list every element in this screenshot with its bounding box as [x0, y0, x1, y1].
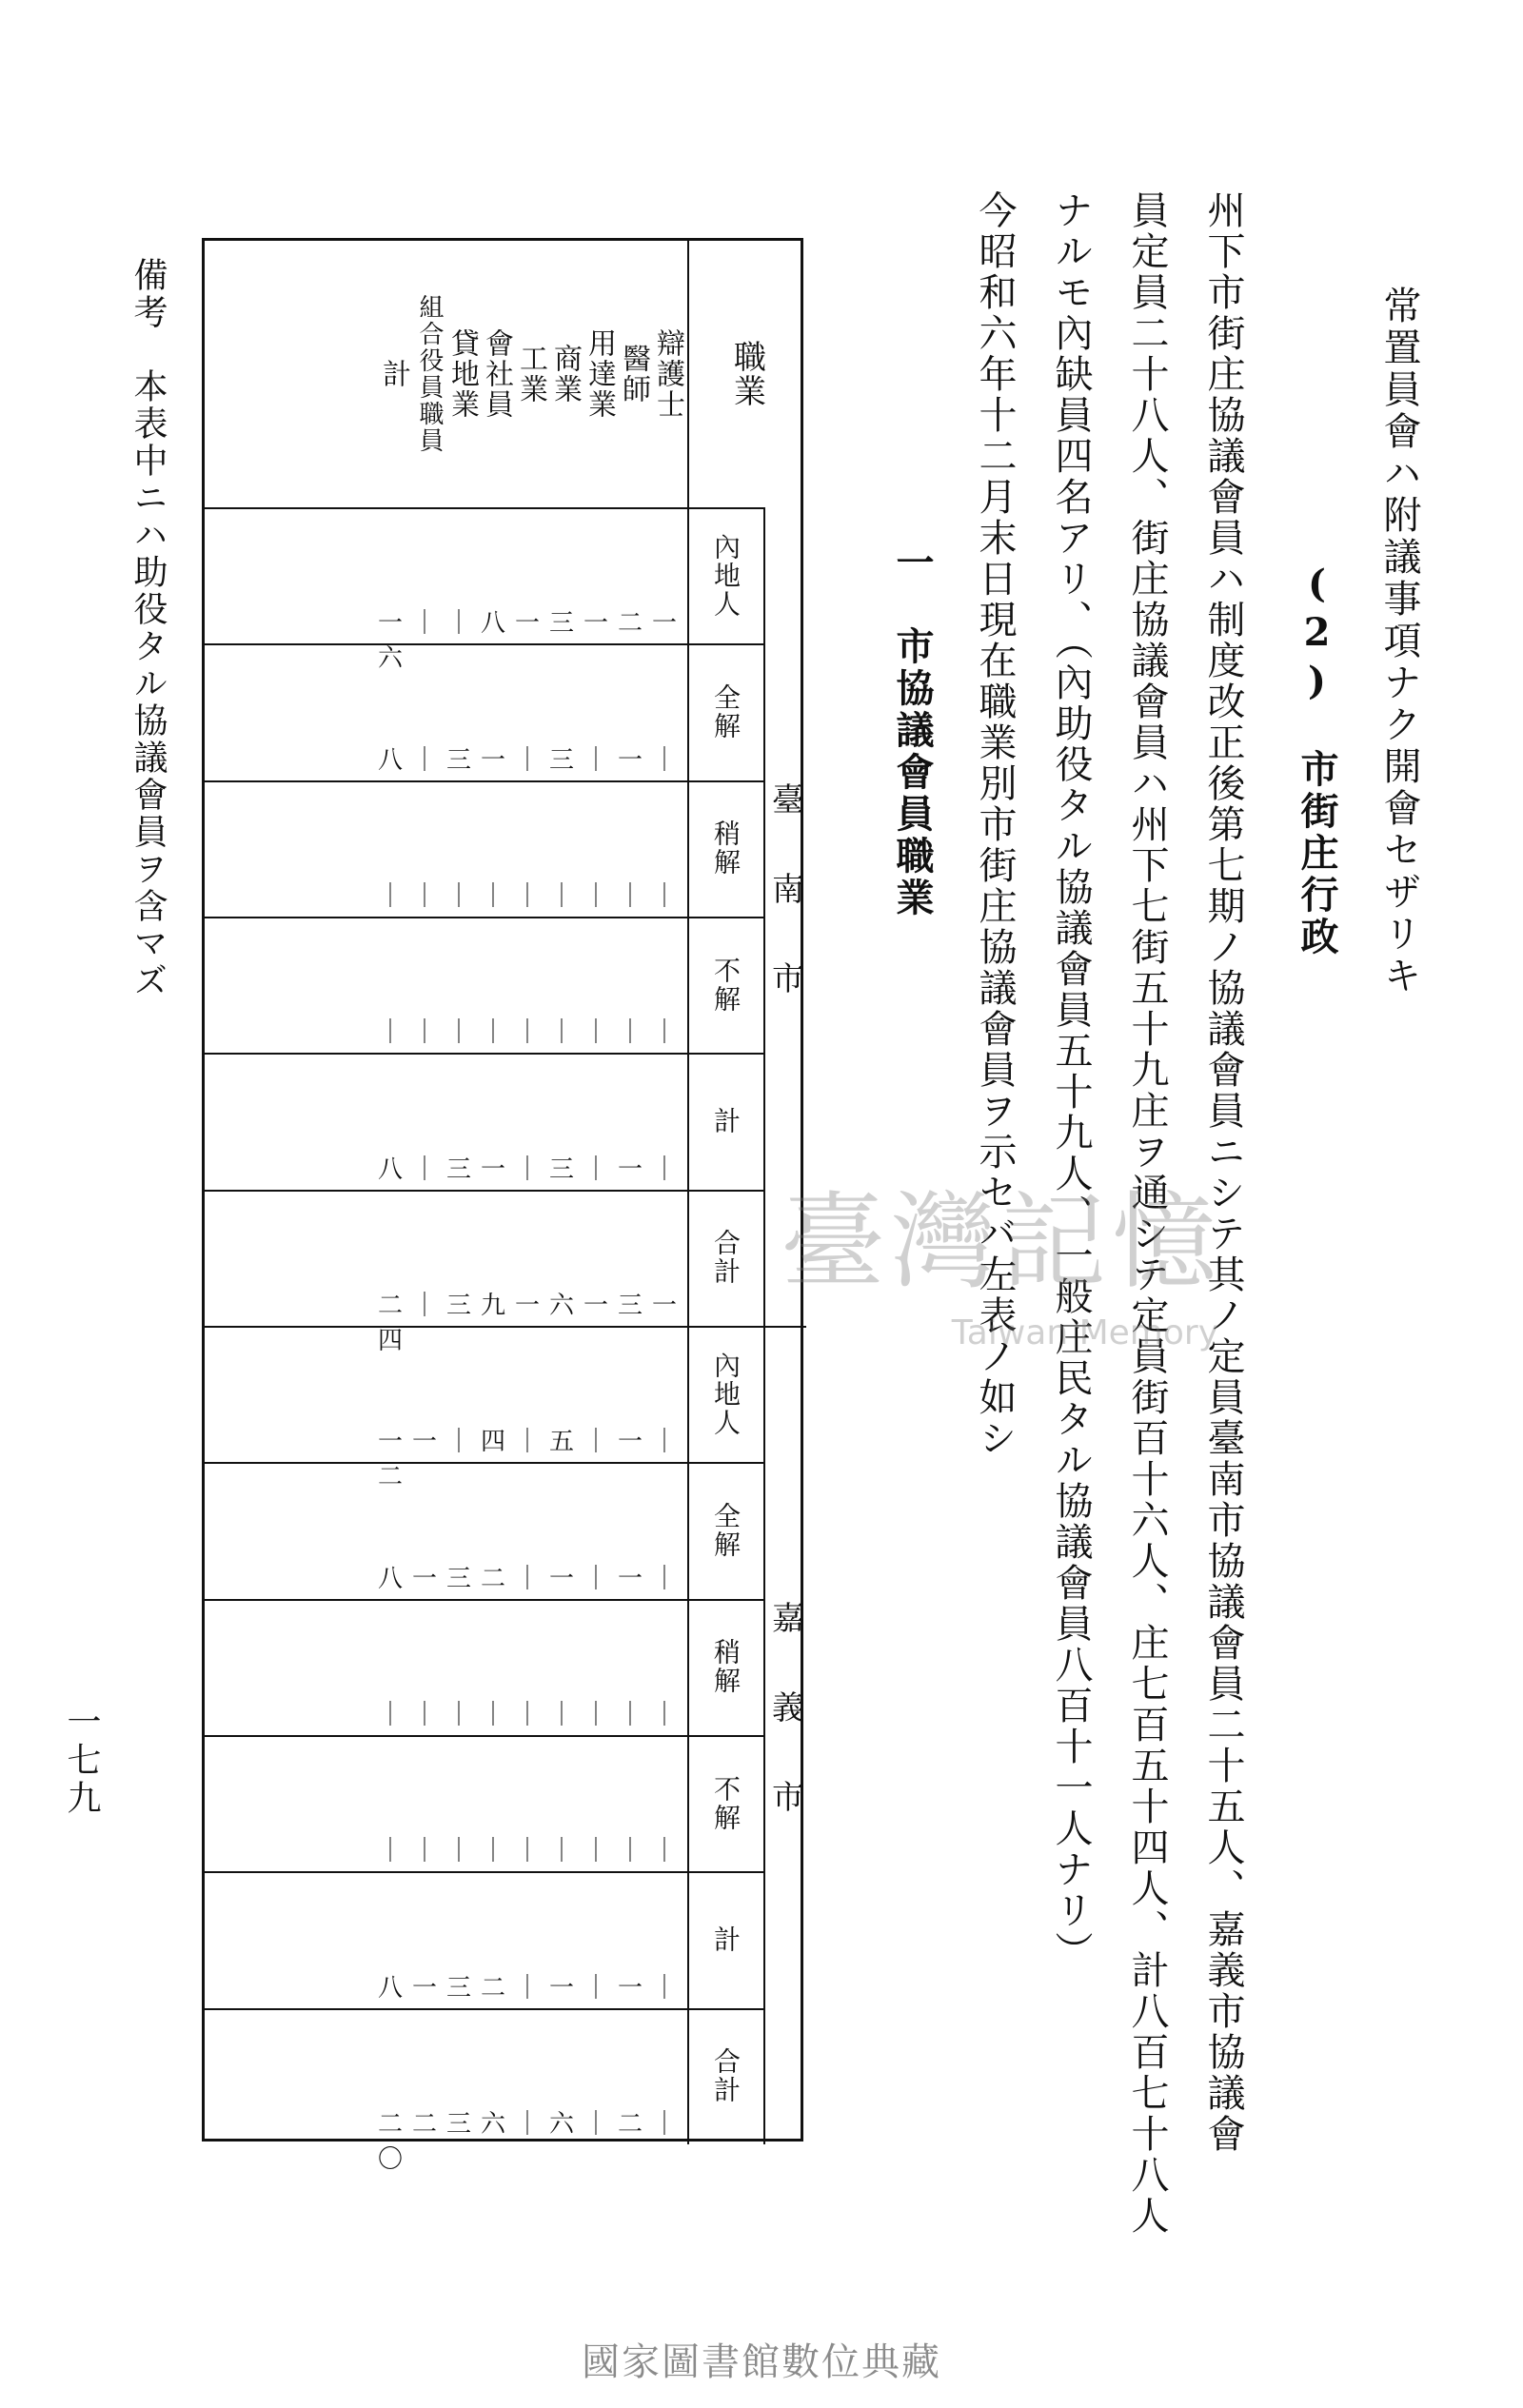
table-cell: 三	[548, 609, 574, 639]
table-cell: ｜	[480, 1018, 505, 1048]
table-cell: ｜	[651, 882, 677, 911]
body-line-3: ナルモ內缺員四名アリ、（內助役タル協議會員五十九人、一般庄民タル協議會員八百十一人ナリ）	[1049, 190, 1093, 1972]
table-cell: ｜	[411, 1292, 437, 1320]
table-cell: 三	[445, 745, 471, 775]
subheader-some: 稍解	[710, 1638, 742, 1696]
table-rule	[205, 1190, 763, 1192]
table-cell: ｜	[583, 882, 608, 911]
section-heading-municipal-admin: (2) 市街庄行政	[1295, 562, 1339, 958]
table-cell: 一	[583, 1292, 608, 1320]
table-cell: 三	[445, 1564, 471, 1593]
table-cell: 一	[617, 1973, 643, 2003]
table-cell: ｜	[411, 1701, 437, 1729]
occupation-name: 工業	[514, 344, 547, 405]
subheader-total: 合計	[710, 2047, 742, 2105]
table-cell: 一	[651, 1292, 677, 1320]
table-cell: 三	[617, 1292, 643, 1320]
table-cell: ｜	[411, 1155, 437, 1184]
table-rule	[205, 1599, 763, 1601]
table-cell: 一	[548, 1973, 574, 2003]
table-cell: ｜	[514, 2110, 540, 2139]
table-cell: ｜	[514, 1018, 540, 1048]
table-cell: ｜	[514, 1155, 540, 1184]
table-cell: 三	[445, 1155, 471, 1184]
table-cell: 一	[514, 609, 540, 639]
subheader-naichi: 內地人	[710, 532, 742, 619]
table-cell: ｜	[411, 1018, 437, 1048]
table-cell: ｜	[480, 1837, 505, 1866]
occupation-name: 計	[377, 359, 410, 389]
table-cell: ｜	[583, 745, 608, 775]
table-cell: ｜	[411, 1837, 437, 1866]
subheader-none: 不解	[710, 1774, 742, 1832]
table-cell: 二	[617, 609, 643, 639]
table-cell: ｜	[617, 1018, 643, 1048]
table-cell: 三	[445, 1292, 471, 1320]
occupation-header: 職業	[727, 340, 766, 408]
table-cell: ｜	[445, 882, 471, 911]
table-cell: ｜	[651, 1973, 677, 2003]
table-cell: ｜	[445, 1837, 471, 1866]
subheader-none: 不解	[710, 956, 742, 1014]
table-cell: ｜	[583, 1564, 608, 1593]
table-cell: ｜	[583, 1155, 608, 1184]
body-line-4: 今昭和六年十二月末日現在職業別市街庄協議會員ヲ示セバ左表ノ如シ	[973, 190, 1017, 1459]
table-rule	[205, 507, 763, 509]
table-cell: 八	[377, 745, 403, 775]
table-cell: 一	[480, 745, 505, 775]
table-cell: 一	[480, 1155, 505, 1184]
table-cell: ｜	[514, 882, 540, 911]
occupation-name: 組合役員職員	[415, 294, 444, 454]
table-cell: ｜	[583, 2110, 608, 2139]
table-cell: ｜	[651, 1837, 677, 1866]
table-rule	[205, 1871, 763, 1873]
table-cell: ｜	[445, 1428, 471, 1457]
table-cell: 三	[548, 1155, 574, 1184]
watermark-main-text: 臺灣記憶	[781, 1181, 1222, 1303]
table-cell: ｜	[445, 1701, 471, 1729]
table-rule	[205, 643, 763, 645]
table-cell: ｜	[651, 745, 677, 775]
table-cell: ｜	[445, 609, 471, 639]
table-cell: ｜	[617, 1837, 643, 1866]
table-cell: 二	[617, 2110, 643, 2139]
remarks-note: 備考 本表中ニハ助役タル協議會員ヲ含マズ	[129, 257, 168, 999]
table-cell: 二	[480, 1564, 505, 1593]
table-cell: ｜	[583, 1701, 608, 1729]
table-cell: 二〇	[377, 2110, 403, 2174]
table-cell: 一	[651, 609, 677, 639]
table-cell: 一	[617, 1155, 643, 1184]
table-cell: 一	[514, 1292, 540, 1320]
table-cell: ｜	[548, 1701, 574, 1729]
table-rule	[205, 2008, 763, 2010]
table-cell: 一	[411, 1973, 437, 2003]
table-cell: 四	[480, 1428, 505, 1457]
occupation-name: 商業	[548, 344, 582, 405]
subheader-subtotal: 計	[710, 1924, 742, 1954]
table-cell: ｜	[514, 1701, 540, 1729]
body-line-1: 州下市街庄協議會員ハ制度改正後第七期ノ協議會員ニシテ其ノ定員臺南市協議會員二十五人、嘉義市協議會	[1201, 190, 1245, 2155]
table-cell: ｜	[548, 1018, 574, 1048]
table-cell: ｜	[548, 1837, 574, 1866]
table-cell: ｜	[651, 1018, 677, 1048]
table-cell: 八	[377, 1564, 403, 1593]
table-rule	[205, 1735, 763, 1737]
watermark-sub-text: Taiwan Memory	[951, 1313, 1218, 1352]
occupation-name: 貸地業	[445, 328, 479, 420]
table-cell: ｜	[480, 882, 505, 911]
table-cell: ｜	[411, 745, 437, 775]
table-cell: 一	[617, 1428, 643, 1457]
body-line-2: 員定員二十八人、街庄協議會員ハ州下七街五十九庄ヲ通シテ定員街百十六人、庄七百五十四人、計八百七十八人	[1125, 190, 1169, 2237]
table-cell: 二	[411, 2110, 437, 2139]
table-cell: ｜	[583, 1837, 608, 1866]
table-cell: ｜	[445, 1018, 471, 1048]
table-cell: ｜	[651, 1428, 677, 1457]
city-header-tainan: 臺南市	[765, 782, 804, 1051]
table-cell: 一	[411, 1428, 437, 1457]
city-header-chiayi: 嘉義市	[765, 1601, 804, 1869]
subheader-some: 稍解	[710, 819, 742, 878]
occupation-name: 辯護士	[651, 328, 684, 420]
table-cell: 八	[377, 1973, 403, 2003]
table-cell: ｜	[617, 882, 643, 911]
table-cell: 一	[548, 1564, 574, 1593]
table-cell: 六	[548, 2110, 574, 2139]
table-cell: 六	[480, 2110, 505, 2139]
table-cell: ｜	[651, 2110, 677, 2139]
table-cell: 三	[445, 1973, 471, 2003]
table-rule	[205, 1053, 763, 1055]
table-cell: ｜	[651, 1155, 677, 1184]
table-rule	[205, 917, 763, 918]
occupation-table	[202, 238, 804, 2174]
table-cell: 五	[548, 1428, 574, 1457]
table-cell: ｜	[514, 1428, 540, 1457]
table-cell: ｜	[514, 1564, 540, 1593]
table-heading-city-council-occupations: 一 市協議會員職業	[890, 543, 935, 919]
subheader-full: 全解	[710, 1501, 742, 1559]
occupation-name: 醫師	[617, 344, 650, 405]
occupation-name: 會社員	[480, 328, 513, 420]
footer-library-credit: 國家圖書館數位典藏	[582, 2340, 941, 2384]
table-cell: 一二	[377, 1428, 403, 1492]
table-cell: ｜	[480, 1701, 505, 1729]
page-number: 一七九	[62, 1704, 101, 1818]
table-cell: 一	[411, 1564, 437, 1593]
table-cell: ｜	[583, 1018, 608, 1048]
table-cell: ｜	[514, 1973, 540, 2003]
table-cell: ｜	[377, 1837, 403, 1866]
table-cell: ｜	[377, 882, 403, 911]
table-cell: 八	[480, 609, 505, 639]
subheader-full: 全解	[710, 682, 742, 740]
table-cell: 九	[480, 1292, 505, 1320]
table-rule	[205, 780, 763, 782]
table-cell: ｜	[583, 1973, 608, 2003]
table-cell: 八	[377, 1155, 403, 1184]
table-rule	[205, 1462, 763, 1464]
table-cell: 二	[480, 1973, 505, 2003]
table-cell: ｜	[411, 609, 437, 639]
table-cell: 六	[548, 1292, 574, 1320]
table-cell: ｜	[651, 1701, 677, 1729]
table-cell: ｜	[377, 1701, 403, 1729]
table-cell: ｜	[548, 882, 574, 911]
table-cell: 三	[548, 745, 574, 775]
standing-committee-line: 常置員會ハ附議事項ナク開會セザリキ	[1377, 286, 1421, 997]
table-cell: ｜	[411, 882, 437, 911]
table-cell: 一	[617, 745, 643, 775]
occupation-name: 用達業	[583, 328, 616, 420]
table-cell: 一六	[377, 609, 403, 674]
table-cell: 一	[583, 609, 608, 639]
table-cell: 二四	[377, 1292, 403, 1355]
table-cell: ｜	[651, 1564, 677, 1593]
subheader-total: 合計	[710, 1229, 742, 1287]
subheader-naichi: 內地人	[710, 1351, 742, 1437]
subheader-subtotal: 計	[710, 1106, 742, 1135]
table-cell: ｜	[514, 745, 540, 775]
table-cell: ｜	[514, 1837, 540, 1866]
table-cell: ｜	[617, 1701, 643, 1729]
table-cell: ｜	[583, 1428, 608, 1457]
table-cell: 一	[617, 1564, 643, 1593]
table-cell: 三	[445, 2110, 471, 2139]
table-cell: ｜	[377, 1018, 403, 1048]
